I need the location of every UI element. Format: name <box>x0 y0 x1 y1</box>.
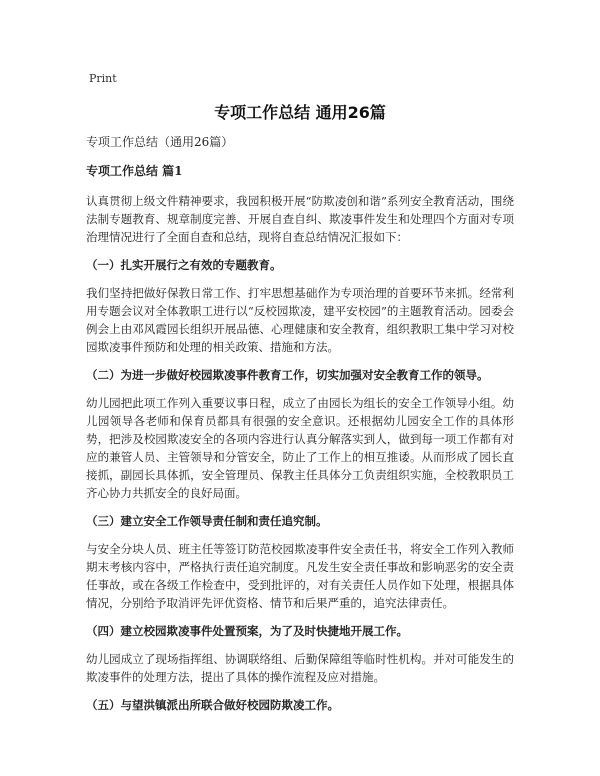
document-subtitle: 专项工作总结（通用26篇） <box>86 135 234 149</box>
section-body-1: 我们坚持把做好保教日常工作、打牢思想基础作为专项治理的首要环节来抓。经常利用专题会议对全体教职工进行以“反校园欺凌，建平安校园”的主题教育活动。园委会例会上由邓风霞园长组织开展品德、心理健康和安全教育，组织教职工集中学习对校园欺凌事件预防和处理的相关政策、措施和方法。 <box>86 286 514 354</box>
page-title: 专项工作总结 通用26篇 <box>214 103 386 122</box>
section-title: 专项工作总结 篇1 <box>86 164 183 178</box>
section-body-3: 与安全分块人员、班主任等签订防范校园欺凌事件安全责任书，将安全工作列入教师期末考核内容中，严格执行责任追究制度。凡发生安全责任事故和影响恶劣的安全责任事故，或在各级工作检查中，受到批评的，对有关责任人员作如下处理，根据具体情况，分别给予取消评先评优资格、情节和后果严重的，追究法律责任。 <box>86 542 514 610</box>
section-heading-2: （二）为进一步做好校园欺凌事件教育工作，切实加强对安全教育工作的领导。 <box>86 368 489 382</box>
section-heading-5: （五）与望洪镇派出所联合做好校园防欺凌工作。 <box>86 698 339 712</box>
section-body-4: 幼儿园成立了现场指挥组、协调联络组、后勤保障组等临时性机构。并对可能发生的欺凌事件的处理方法，提出了具体的操作流程及应对措施。 <box>86 652 514 684</box>
section-heading-4: （四）建立校园欺凌事件处置预案，为了及时快捷地开展工作。 <box>86 624 408 638</box>
section-body-2: 幼儿园把此项工作列入重要议事日程，成立了由园长为组长的安全工作领导小组。幼儿园领导各老师和保育员都具有很强的安全意识。还根据幼儿园安全工作的具体形势，把涉及校园欺凌安全的各项内容进行认真分解落实到人，做到每一项工作都有对应的兼管人员、主管领导和分管安全，防止了工作上的相互推诿。从而形成了园长直接抓，副园长具体抓，安全管理员、保教主任具体分工负责组织实施，全校教职员工齐心协力共抓安全的良好局面。 <box>86 396 514 500</box>
section-heading-3: （三）建立安全工作领导责任制和责任追究制。 <box>86 514 328 528</box>
section-heading-1: （一）扎实开展行之有效的专题教育。 <box>86 258 282 272</box>
print-label: Print <box>89 72 117 85</box>
intro-paragraph: 认真贯彻上级文件精神要求，我园积极开展“防欺凌创和谐”系列安全教育活动，围绕法制专题教育、规章制度完善、开展自查自纠、欺凌事件发生和处理四个方面对专项治理情况进行了全面自查和总结，现将自查总结情况汇报如下： <box>86 194 514 244</box>
